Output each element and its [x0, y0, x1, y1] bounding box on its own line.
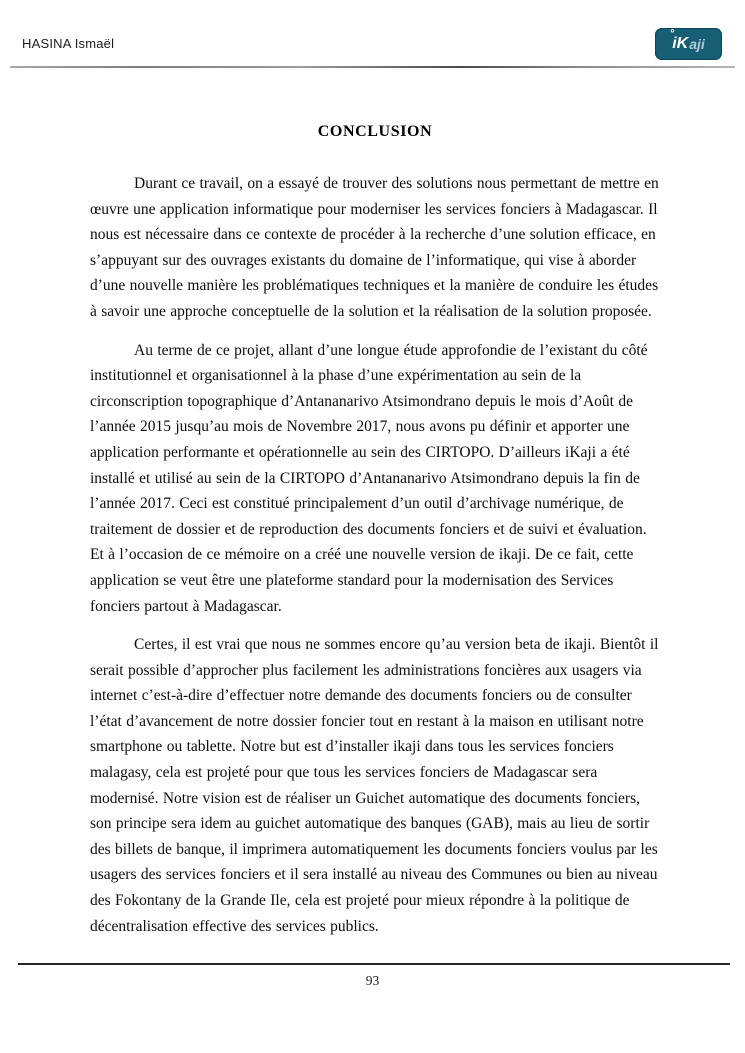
ikaji-logo-text-outline: aji: [689, 36, 705, 52]
ikaji-logo: [655, 28, 722, 60]
paragraph-1: Durant ce travail, on a essayé de trouver des solutions nous permettant de mettre en œuvre une application informatique pour moderniser les services fonciers à Madagascar. Il nous est nécessaire dans ce contexte de procéder à la recherche d’une solution efficace, en s’appuyant sur des ouvrages existants du domaine de l’informatique, qui vise à aborder d’une nouvelle manière les problématiques techniques et la manière de conduire les études à savoir une approche conceptuelle de la solution et la réalisation de la solution proposée.: [90, 175, 659, 320]
footer-divider-line: [18, 963, 730, 965]
paragraph-2: Au terme de ce projet, allant d’une longue étude approfondie de l’existant du côté institutionnel et organisationnel à la phase d’une expérimentation au sein de la circonscription topographique d’Antananarivo Atsimondrano depuis le mois d’Août de l’année 2015 jusqu’au mois de Novembre 2017, nous avons pu définir et apporter une application performante et opérationnelle au sein des CIRTOPO. D’ailleurs iKaji a été installé et utilisé au sein de la CIRTOPO d’Antananarivo Atsimondrano depuis la fin de l’année 2017. Ceci est constitué principalement d’un outil d’archivage numérique, de traitement de dossier et de reproduction des documents fonciers et de suivi et évaluation. Et à l’occasion de ce mémoire on a créé une nouvelle version de ikaji. De ce fait, cette application se veut être une plateforme standard pour la modernisation des Services fonciers partout à Madagascar.: [90, 341, 648, 615]
header-author-name: HASINA Ismaël: [22, 36, 115, 51]
section-title: CONCLUSION: [317, 123, 433, 140]
header-divider-line: [10, 66, 735, 68]
paragraph-3: Certes, il est vrai que nous ne sommes encore qu’au version beta de ikaji. Bientôt il serait possible d’approcher plus facilement les administrations foncières aux usagers via internet c’est-à-dire d’effectuer notre demande des documents fonciers ou de consulter l’état d’avancement de notre dossier foncier tout en restant à la maison en utilisant notre smartphone ou tablette. Notre but est d’installer ikaji dans tous les services fonciers malagasy, cela est projeté pour que tous les services fonciers de Madagascar sera modernisé. Notre vision est de réaliser un Guichet automatique des documents fonciers, son principe sera idem au guichet automatique des banques (GAB), mais au lieu de sortir des billets de banque, il imprimera automatiquement les documents fonciers voulus par les usagers des services fonciers et il sera installé au niveau des Communes ou bien au niveau des Fokontany de la Grande Ile, cela est projeté pour mieux répondre à la politique de décentralisation effective des services publics.: [90, 636, 659, 935]
page-number: 93: [365, 973, 380, 988]
page-content: [90, 123, 660, 952]
ikaji-logo-text-main: ° iK: [672, 36, 688, 52]
